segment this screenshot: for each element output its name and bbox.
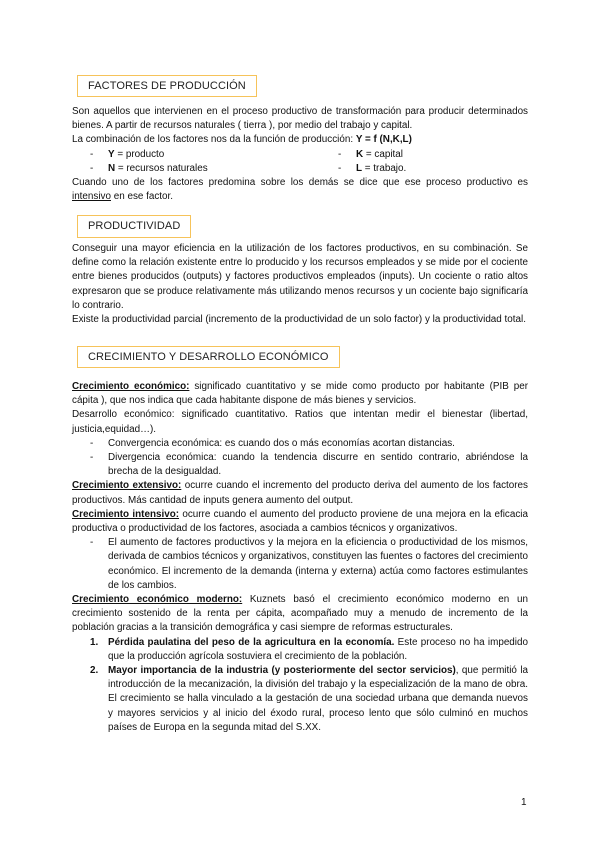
production-function-line: La combinación de los factores nos da la función de producción: Y = f (N,K,L)	[72, 134, 412, 146]
page-number: 1	[521, 797, 527, 808]
document-page	[72, 0, 528, 848]
factor-item: L = trabajo.	[356, 162, 407, 174]
crecimiento-extensivo-def: Crecimiento extensivo: ocurre cuando el incremento del producto deriva del aumento de los factores productivos. Más cantidad de inputs genera aumento del output.	[72, 480, 528, 506]
list-item: - Convergencia económica: es cuando dos o más economías acortan distancias.	[90, 437, 455, 449]
list-item: - El aumento de factores productivos y la mejora en la eficiencia o productividad de los mismos, derivada de cambios técnicos y organizativos, constituyen las fuentes o factores del crecimiento económico. El incremento de la demanda (interna y externa) actúa como factores estimulantes de los cambios.	[90, 537, 528, 591]
productividad-paragraph: Conseguir una mayor eficiencia en la utilización de los factores productivos, en su combinación. Se define como la relación existente entre lo producido y los recursos empleados y se mide por el cociente entre bienes producidos (outputs) y factores productivos empleados (inputs). Un cociente o ratio altos expresaron que se produce relativamente más utilizando menos recursos y un cociente bajo significaría lo contrario.	[72, 243, 528, 311]
factores-intro: Son aquellos que intervienen en el proceso productivo de transformación para producir determinados bienes. A partir de recursos naturales ( tierra ), por medio del trabajo y capital.	[72, 106, 528, 132]
factores-closing: Cuando uno de los factores predomina sobre los demás se dice que ese proceso productivo es intensivo en ese factor.	[72, 176, 528, 203]
term-crecimiento-moderno: Crecimiento económico moderno:	[72, 594, 243, 606]
crecimiento-economico-def: Crecimiento económico: significado cuantitativo y se mide como producto por habitante (PIB per cápita ), que nos indica que cada habitante dispone de más bienes y servicios.	[72, 381, 528, 407]
term-crecimiento-economico: Crecimiento económico:	[72, 381, 190, 392]
convergence-list	[72, 437, 528, 480]
list-item: - Divergencia económica: cuando la tendencia discurre en sentido contrario, abriéndose la brecha de la desigualdad.	[90, 452, 528, 478]
productividad-section-body	[72, 242, 528, 327]
heading-productividad: PRODUCTIVIDAD	[77, 215, 191, 238]
production-function-formula: Y = f (N,K,L)	[355, 134, 412, 146]
crecimiento-intensivo-def: Crecimiento intensivo: ocurre cuando el aumento del producto proviene de una mejora en la eficacia productiva o productividad de los factores, asociada a cambios técnicos y organizativos.	[72, 508, 528, 535]
factor-row: - Y = producto - K = capital	[72, 148, 528, 162]
heading-factores-produccion: FACTORES DE PRODUCCIÓN	[77, 75, 257, 97]
factor-item: Y = producto	[108, 148, 165, 160]
list-item: 2. Mayor importancia de la industria (y posteriormente del sector servicios), que permitió la introducción de la mecanización, la división del trabajo y la especialización de la mano de obra. El crecimiento se halla vinculado a la gestación de una sociedad urbana que demanda nuevos y mayores servicios y al inicio del éxodo rural, proceso lento que sólo culminó en muchos países de Europa en la segunda mitad del S.XX.	[90, 665, 529, 733]
term-intensivo: intensivo	[72, 191, 111, 203]
sources-list	[72, 536, 528, 593]
desarrollo-economico-def: Desarrollo económico: significado cuantitativo. Ratios que intentan medir el bienestar (libertad, justicia,equidad…).	[72, 409, 528, 435]
term-crecimiento-extensivo: Crecimiento extensivo:	[72, 480, 182, 492]
productividad-paragraph: Existe la productividad parcial (incremento de la productividad de un solo factor) y la productividad total.	[72, 314, 526, 326]
factor-row: - N = recursos naturales - L = trabajo.	[72, 162, 528, 176]
crecimiento-moderno-def: Crecimiento económico moderno: Kuznets basó el crecimiento económico moderno en un crecimiento sostenido de la renta per cápita, acompañado muy a menudo de incremento de la población gracias a la transición demográfica y casi siempre de reformas estructurales.	[72, 594, 529, 634]
term-crecimiento-intensivo: Crecimiento intensivo:	[72, 508, 180, 520]
factor-item: N = recursos naturales	[108, 162, 208, 174]
factores-section-body	[72, 105, 528, 204]
structural-changes-list	[72, 636, 528, 735]
factor-item: K = capital	[356, 148, 403, 160]
crecimiento-section-body	[72, 380, 528, 735]
list-item: 1. Pérdida paulatina del peso de la agricultura en la economía. Este proceso no ha impedido que la producción agrícola sostuviera el crecimiento de la población.	[90, 636, 528, 662]
heading-crecimiento-desarrollo: CRECIMIENTO Y DESARROLLO ECONÓMICO	[77, 346, 340, 368]
